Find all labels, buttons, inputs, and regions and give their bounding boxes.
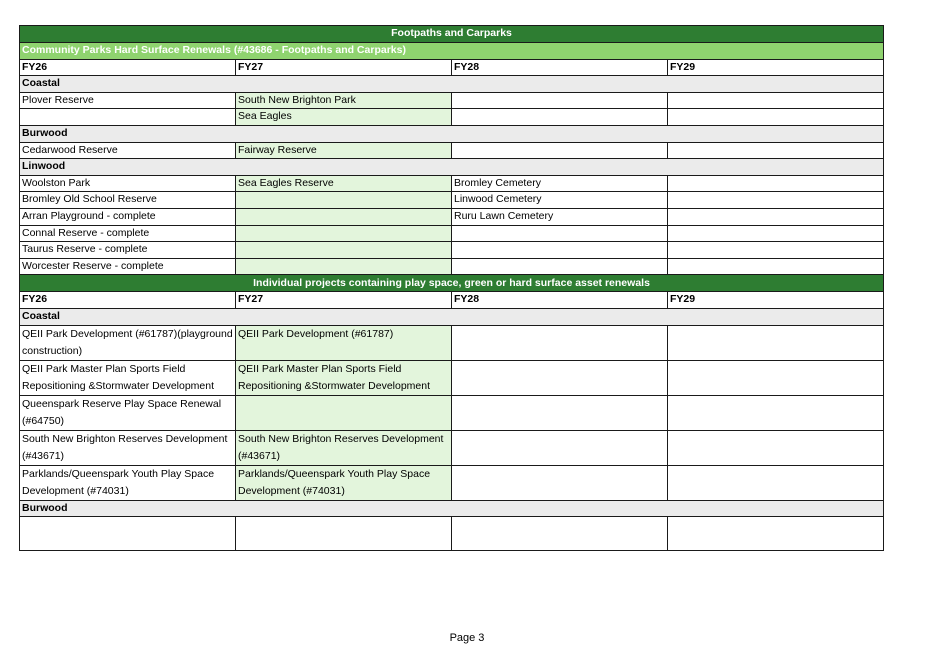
table-cell: Linwood Cemetery [452,192,668,209]
table-row [20,225,884,242]
table-cell: Taurus Reserve - complete [20,242,236,259]
table-cell: Parklands/Queenspark Youth Play Space Development (#74031) [20,465,236,500]
table-row [20,360,884,395]
section-label: Burwood [20,500,884,517]
header-fy28: FY28 [452,292,668,309]
table-cell: Bromley Old School Reserve [20,192,236,209]
table-cell [452,142,668,159]
section-label: Burwood [20,125,884,142]
table-cell: South New Brighton Reserves Development (#43671) [20,430,236,465]
table-row [20,92,884,109]
header-fy27: FY27 [236,292,452,309]
table-cell [668,430,884,465]
table-cell: Connal Reserve - complete [20,225,236,242]
header-row [20,59,884,76]
table-cell [668,175,884,192]
section2-title: Individual projects containing play space, green or hard surface asset renewals [20,275,884,292]
table-cell: Arran Playground - complete [20,208,236,225]
table-row [20,325,884,360]
header-fy26: FY26 [20,59,236,76]
table-subtitle: Community Parks Hard Surface Renewals (#43686 - Footpaths and Carparks) [20,43,884,60]
table-cell [668,258,884,275]
table-cell [668,92,884,109]
section-label: Coastal [20,76,884,93]
table-cell [236,258,452,275]
table-cell [668,395,884,430]
table-cell: Sea Eagles Reserve [236,175,452,192]
table-cell: QEII Park Master Plan Sports Field Repositioning &Stormwater Development [236,360,452,395]
table-cell [452,517,668,551]
header-fy29: FY29 [668,292,884,309]
section-label: Linwood [20,159,884,176]
table-row [20,395,884,430]
table-row [20,192,884,209]
header-row [20,292,884,309]
table-cell [668,225,884,242]
section-row-coastal [20,76,884,93]
header-fy28: FY28 [452,59,668,76]
table-cell [452,92,668,109]
header-fy29: FY29 [668,59,884,76]
table-cell: South New Brighton Park [236,92,452,109]
header-fy27: FY27 [236,59,452,76]
table-cell [452,430,668,465]
table-cell [452,225,668,242]
table-cell [236,242,452,259]
table-cell [20,109,236,126]
table-cell [668,142,884,159]
header-fy26: FY26 [20,292,236,309]
table-cell [668,242,884,259]
table-cell: Plover Reserve [20,92,236,109]
section-row-burwood [20,500,884,517]
table-cell [236,208,452,225]
section-row-burwood [20,125,884,142]
footpaths-carparks-table [19,25,884,551]
table-cell [452,395,668,430]
table-row [20,430,884,465]
table-cell [452,325,668,360]
table-cell [668,465,884,500]
table-cell: Worcester Reserve - complete [20,258,236,275]
table-cell: Cedarwood Reserve [20,142,236,159]
table-cell [236,192,452,209]
subtitle-row [20,43,884,60]
table-row [20,258,884,275]
table-row [20,208,884,225]
table-cell [668,517,884,551]
table-cell [452,258,668,275]
section-row-linwood [20,159,884,176]
table-title: Footpaths and Carparks [20,26,884,43]
table-cell [668,192,884,209]
table-cell [668,360,884,395]
table-row [20,175,884,192]
table-cell: QEII Park Development (#61787) [236,325,452,360]
section-row-coastal [20,308,884,325]
table-cell [20,517,236,551]
table-row [20,142,884,159]
table-row [20,517,884,551]
table-cell: Woolston Park [20,175,236,192]
table-cell [668,325,884,360]
table-cell [236,517,452,551]
table-cell [236,395,452,430]
section2-title-row [20,275,884,292]
table-cell [452,242,668,259]
table-cell: Fairway Reserve [236,142,452,159]
table-cell [452,109,668,126]
table-cell: Ruru Lawn Cemetery [452,208,668,225]
table-cell: QEII Park Master Plan Sports Field Repositioning &Stormwater Development [20,360,236,395]
table-cell: South New Brighton Reserves Development (#43671) [236,430,452,465]
table-cell [452,465,668,500]
page-number: Page 3 [449,632,485,644]
table-cell: Queenspark Reserve Play Space Renewal (#64750) [20,395,236,430]
table-row [20,465,884,500]
table-row [20,242,884,259]
table-cell: Parklands/Queenspark Youth Play Space Development (#74031) [236,465,452,500]
table-title-row [20,26,884,43]
table-cell: QEII Park Development (#61787)(playground construction) [20,325,236,360]
table-row [20,109,884,126]
table-cell: Sea Eagles [236,109,452,126]
table-cell [668,208,884,225]
table-cell [452,360,668,395]
table-cell [236,225,452,242]
section-label: Coastal [20,308,884,325]
table-cell [668,109,884,126]
table-cell: Bromley Cemetery [452,175,668,192]
